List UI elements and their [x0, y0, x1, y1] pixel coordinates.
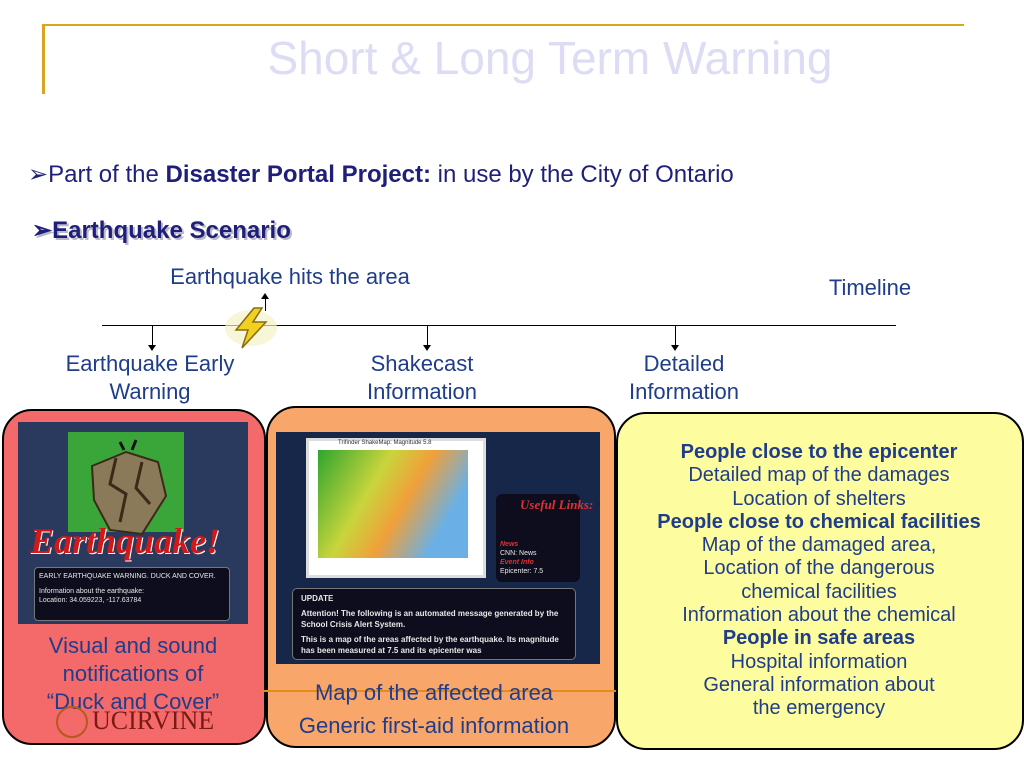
timeline-label: Timeline	[828, 275, 912, 300]
useful-links-title: Useful Links:	[520, 497, 594, 512]
stage-label-detailed: Detailed Information	[628, 351, 740, 404]
lightning-icon	[222, 306, 280, 350]
update-message-box: UPDATE Attention! The following is an automated message generated by the School Crisis Alert System. This is a map of the areas affected by the earthquake. Its magnitude has been measured at 7.5 and its epicenter was	[292, 588, 576, 660]
panel1-caption: Visual and sound notifications of “Duck and Cover”	[46, 633, 220, 714]
list-item: Hospital information	[730, 650, 908, 673]
list-item: General information about	[703, 673, 935, 696]
uci-logo: UCIRVINE	[92, 706, 215, 735]
list-item: People in safe areas	[722, 627, 916, 650]
slide-title: Short & Long Term Warning	[267, 32, 833, 84]
stage-label-early-warning: Earthquake Early Warning	[65, 351, 235, 404]
earthquake-event-label: Earthquake hits the area	[170, 264, 410, 289]
panel2-caption: Map of the affected area Generic first-aid information	[298, 680, 570, 738]
title-frame-left	[42, 24, 45, 94]
list-item: Location of the dangerous	[703, 557, 935, 580]
list-item: chemical facilities	[741, 580, 897, 603]
stage-tick-shakecast	[427, 326, 428, 346]
shakemap-map	[318, 450, 468, 558]
list-item: People close to chemical facilities	[657, 510, 981, 533]
bullet-marker-icon: ➢	[32, 217, 53, 244]
stage-tick-detailed	[675, 326, 676, 346]
detailed-information-list	[618, 441, 1020, 721]
list-item: Map of the damaged area,	[701, 534, 937, 557]
list-item: the emergency	[752, 697, 886, 720]
bullet-marker-icon: ➢	[28, 161, 49, 188]
stage-label-shakecast: Shakecast Information	[366, 351, 478, 404]
early-warning-message: EARLY EARTHQUAKE WARNING. DUCK AND COVER. Information about the earthquake: Location: 34.059223, -117.63784	[34, 567, 230, 621]
useful-links-list: News CNN: News Event Info Epicenter: 7.5	[500, 541, 544, 575]
bullet-earthquake-scenario: ➢Earthquake Scenario	[32, 217, 291, 244]
title-frame-top	[42, 24, 964, 26]
list-item: Location of shelters	[732, 487, 906, 510]
list-item: Detailed map of the damages	[688, 464, 950, 487]
shakemap-title: Trifinder ShakeMap: Magnitude 5.8	[338, 440, 432, 446]
list-item: People close to the epicenter	[680, 441, 958, 463]
uci-seal-icon	[56, 706, 88, 738]
bullet-disaster-portal: ➢Part of the Disaster Portal Project: in use by the City of Ontario	[28, 161, 734, 188]
list-item: Information about the chemical	[682, 604, 956, 627]
stage-tick-early-warning	[152, 326, 153, 346]
earthquake-wordmark: Earthquake!	[30, 521, 221, 561]
